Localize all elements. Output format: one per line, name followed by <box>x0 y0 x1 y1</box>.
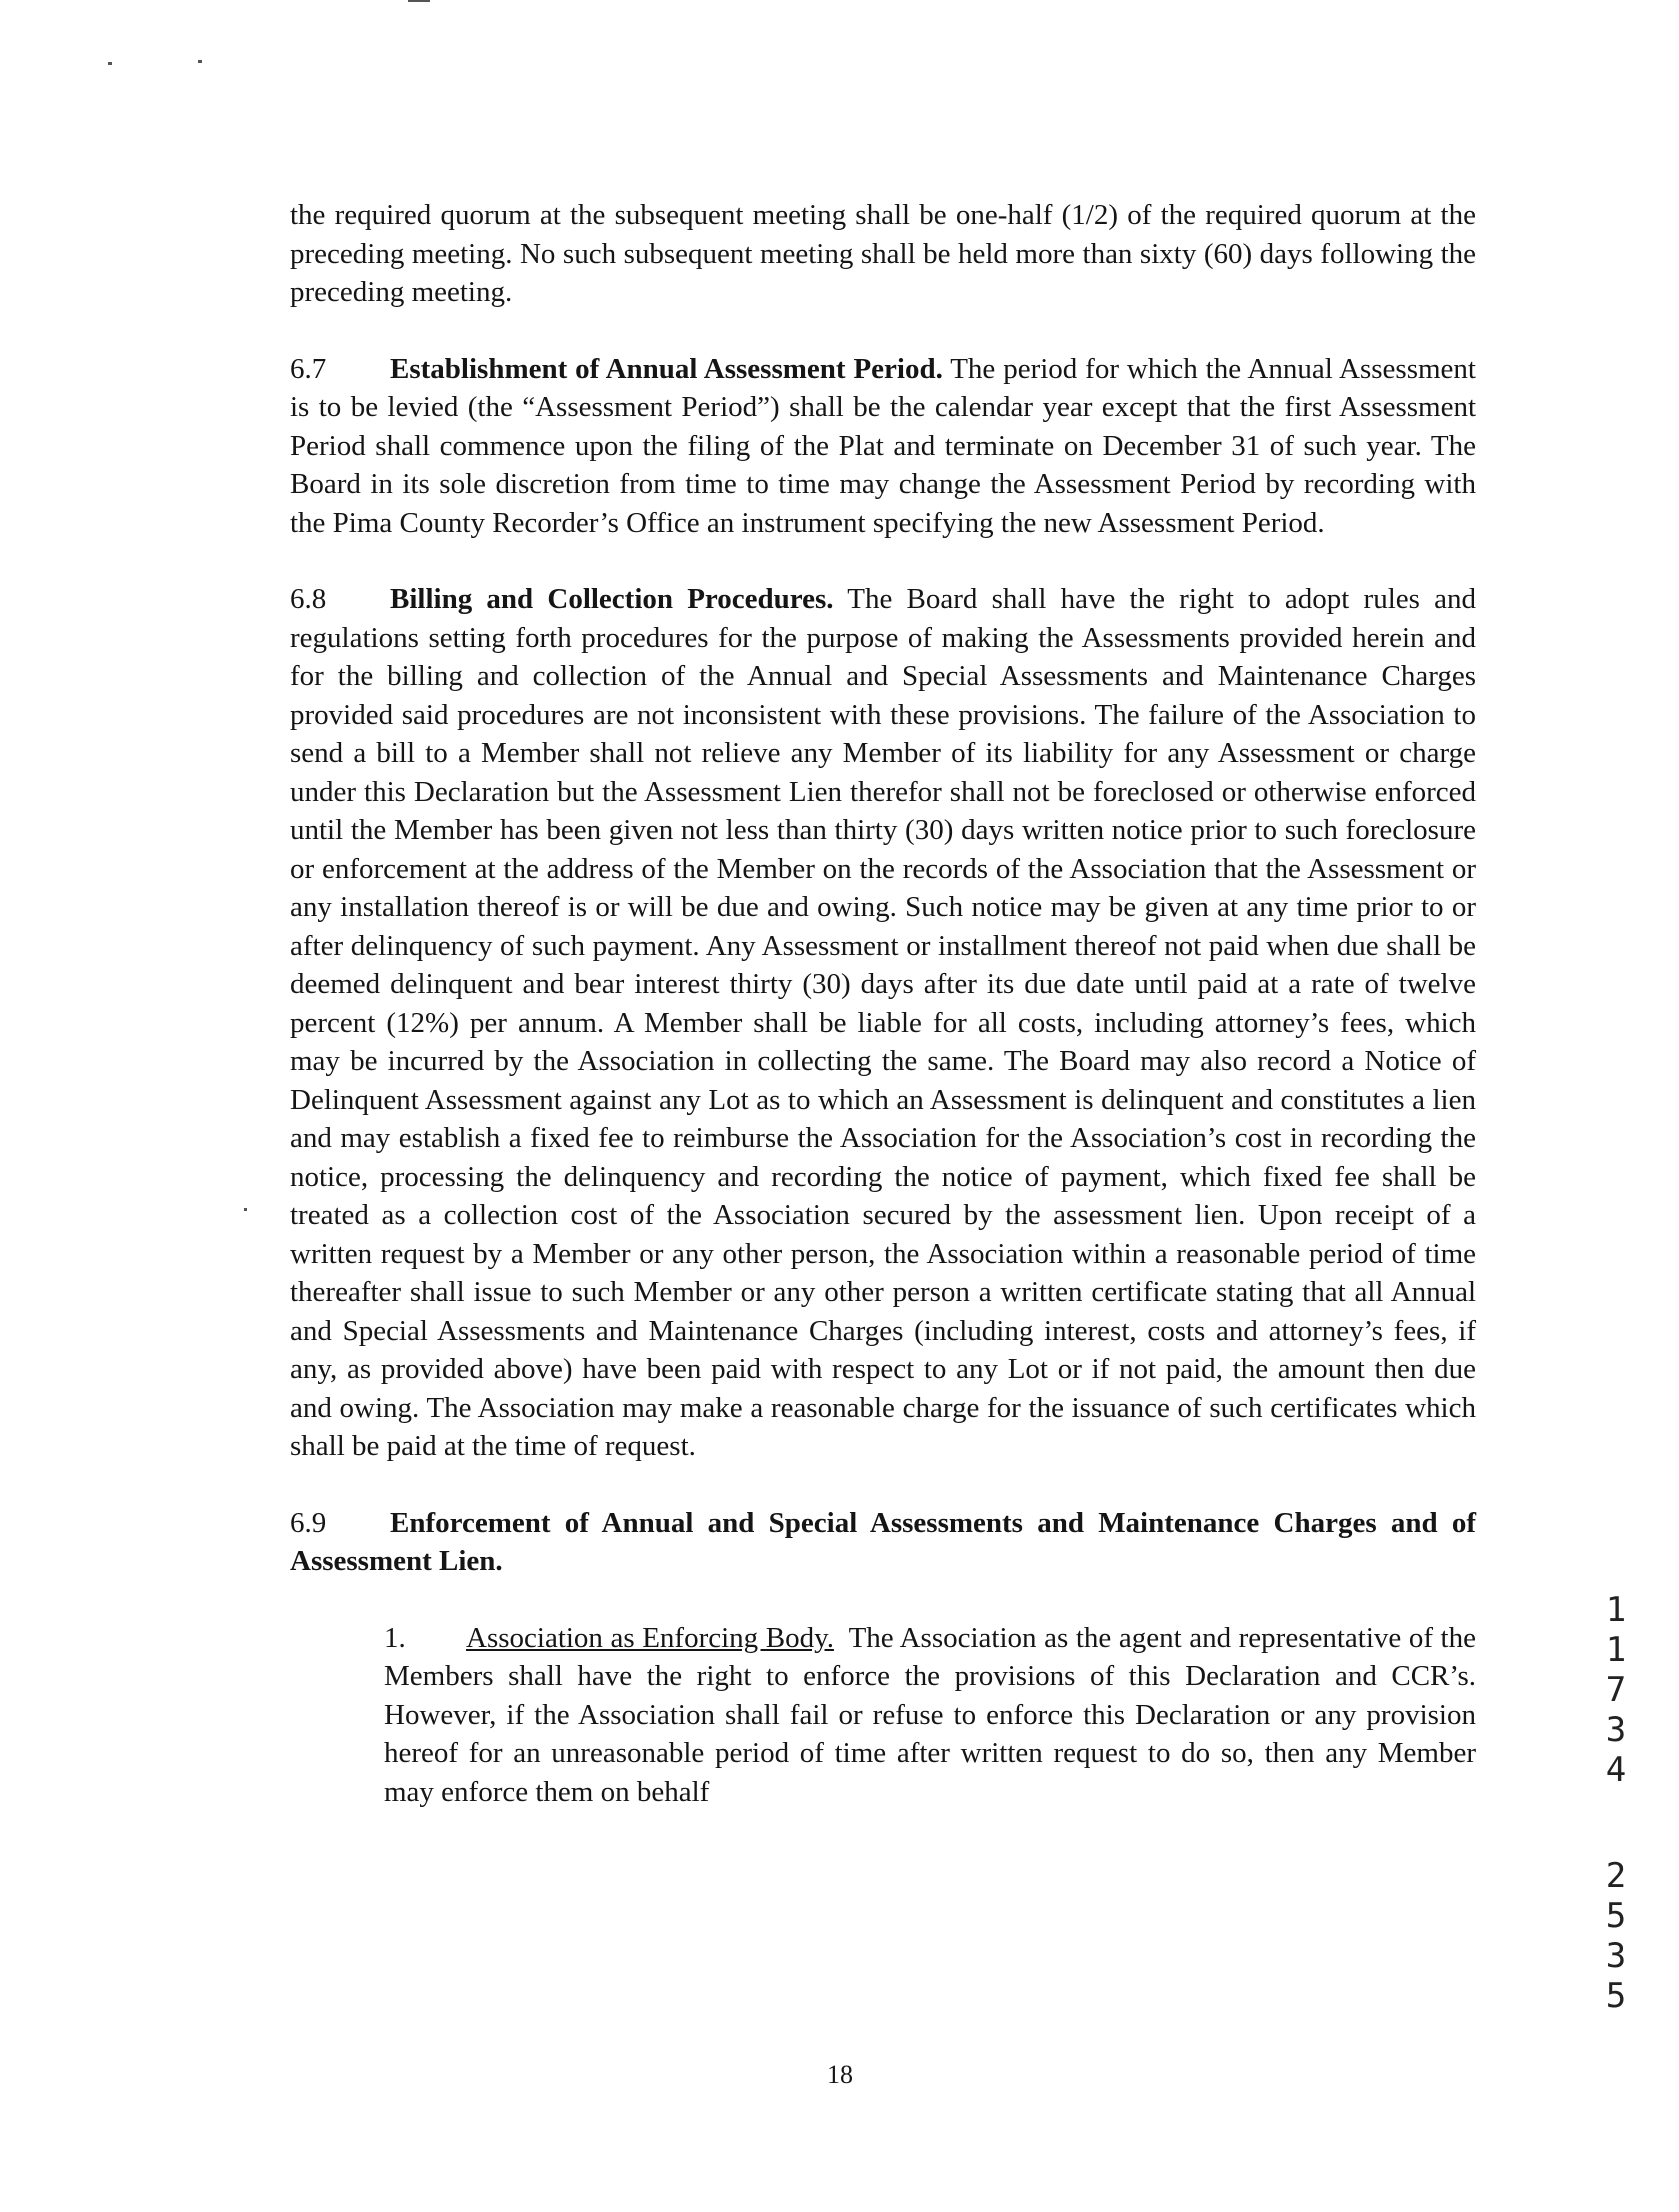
recording-digit: 4 <box>1605 1750 1627 1790</box>
recording-digit: 7 <box>1605 1670 1627 1710</box>
scan-mark <box>198 60 202 63</box>
scan-mark <box>244 1208 247 1211</box>
section-6-8 <box>290 580 1476 1466</box>
section-number: 6.7 <box>290 352 327 385</box>
section-number: 6.8 <box>290 583 327 615</box>
paragraph-intro: the required quorum at the subsequent meeting shall be one-half (1/2) of the required quorum at the preceding meeting. No such subsequent meeting shall be held more than sixty (60) days following the preceding meeting. <box>290 199 1476 308</box>
recording-digit: 5 <box>1605 1896 1627 1936</box>
recording-digit: 2 <box>1605 1856 1627 1896</box>
subsection-number: 1. <box>384 1621 406 1654</box>
section-6-9 <box>290 1504 1476 1581</box>
recording-digit: 3 <box>1605 1710 1627 1750</box>
subsection-1 <box>384 1619 1476 1812</box>
recording-digit: 1 <box>1605 1630 1627 1670</box>
page-number: 18 <box>827 2060 853 2089</box>
section-body: The Board shall have the right to adopt rules and regulations setting forth procedures for the purpose of making the Assessments provided herein and for the billing and collection of the Annual and Special Assessments and Maintenance Charges provided said procedures are not inconsistent with these provisions. The failure of the Association to send a bill to a Member shall not relieve any Member of its liability for any Assessment or charge under this Declaration but the Assessment Lien therefor shall not be foreclosed or otherwise enforced until the Member has been given not less than thirty (30) days written notice prior to such foreclosure or enforcement at the address of the Member on the records of the Association that the Assessment or any installation thereof is or will be due and owing. Such notice may be given at any time prior to or after delinquency of such payment. Any Assessment or installment thereof not paid when due shall be deemed delinquent and bear interest thirty (30) days after its due date until paid at a rate of twelve percent (12%) per annum. A Member shall be liable for all costs, including attorney’s fees, which may be incurred by the Association in collecting the same. The Board may also record a Notice of Delinquent Assessment against any Lot as to which an Assessment is delinquent and constitutes a lien and may establish a fixed fee to reimburse the Association for the Association’s cost in recording the notice, processing the delinquency and recording the notice of payment, which fixed fee shall be treated as a collection cost of the Association secured by the assessment lien. Upon receipt of a written request by a Member or any other person, the Association within a reasonable period of time thereafter shall issue to such Member or any other person a written certificate stating that all Annual and Special Assessments and Maintenance Charges (including interest, costs and attorney’s fees, if any, as provided above) have been paid with respect to any Lot or if not paid, the amount then due and owing. The Association may make a reasonable charge for the issuance of such certificates which shall be paid at the time of request. <box>290 583 1476 1462</box>
section-title: Enforcement of Annual and Special Assessments and Maintenance Charges and of Assessment Lien. <box>290 1506 1476 1577</box>
document-body <box>290 196 1476 1811</box>
section-body: The period for which the Annual Assessment is to be levied (the “Assessment Period”) shall be the calendar year except that the first Assessment Period shall commence upon the filing of the Plat and terminate on December 31 of such year. The Board in its sole discretion from time to time may change the Assessment Period by recording with the Pima County Recorder’s Office an instrument specifying the new Assessment Period. <box>290 352 1476 539</box>
recording-digit: 5 <box>1605 1976 1627 2016</box>
section-6-7 <box>290 350 1476 543</box>
recording-digit: 1 <box>1605 1590 1627 1630</box>
scan-mark <box>108 62 112 65</box>
scan-mark <box>408 0 430 2</box>
section-number: 6.9 <box>290 1506 327 1539</box>
section-title: Establishment of Annual Assessment Period. <box>390 352 943 385</box>
recording-digit: 3 <box>1605 1936 1627 1976</box>
subsection-title: Association as Enforcing Body. <box>466 1621 834 1654</box>
recording-docket-number <box>1596 1590 1636 2016</box>
section-title: Billing and Collection Procedures. <box>390 583 834 615</box>
subsection-body: The Association as the agent and representative of the Members shall have the right to enforce the provisions of this Declaration and CCR’s. However, if the Association shall fail or refuse to enforce this Declaration or any provision hereof for an unreasonable period of time after written request to do so, then any Member may enforce them on behalf <box>384 1621 1476 1808</box>
